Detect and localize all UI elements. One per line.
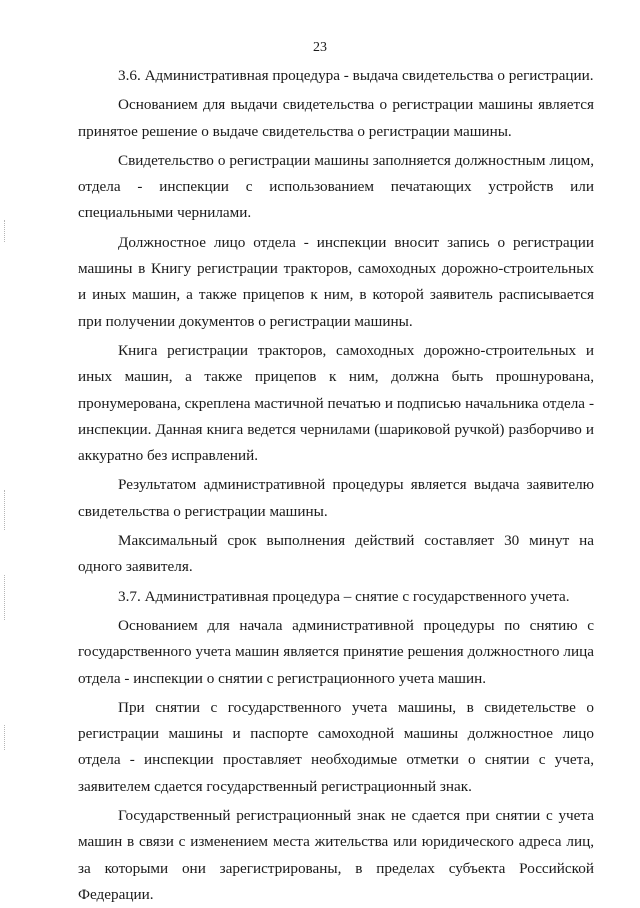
paragraph: Основанием для выдачи свидетельства о регистрации машины является принятое решение о выдаче свидетельства о регистрации машины.: [78, 96, 594, 140]
section-heading-3-6: 3.6. Административная процедура - выдача свидетельства о регистрации.: [118, 67, 594, 84]
section-heading-3-7: 3.7. Административная процедура – снятие с государственного учета.: [118, 587, 570, 605]
paragraph: Государственный регистрационный знак не сдается при снятии с учета машин в связи с изменением места жительства или юридического адреса лиц, за которыми они зарегистрированы, в пределах субъекта Российской Федерации.: [78, 807, 594, 903]
binding-dots-top: [4, 220, 6, 242]
page-number: 23: [313, 40, 327, 55]
paragraph: Основанием для начала административной процедуры по снятию с государственного учета машин является принятие решения должностного лица отдела - инспекции о снятии с регистрационного учета машин.: [78, 616, 594, 687]
paragraph: Результатом административной процедуры является выдача заявителю свидетельства о регистрации машины.: [78, 476, 594, 520]
paragraph: Свидетельство о регистрации машины заполняется должностным лицом, отдела - инспекции с использованием печатающих устройств или специальными чернилами.: [78, 151, 594, 222]
paragraph: Книга регистрации тракторов, самоходных дорожно-строительных и иных машин, а также прицепов к ним, должна быть прошнурована, пронумерована, скреплена мастичной печатью и подписью начальника отдела - инспекции. Данная книга ведется чернилами (шариковой ручкой) разборчиво и аккуратно без исправлений.: [78, 341, 594, 465]
paragraph: Максимальный срок выполнения действий составляет 30 минут на одного заявителя.: [78, 532, 594, 576]
paragraph: Должностное лицо отдела - инспекции вносит запись о регистрации машины в Книгу регистрации тракторов, самоходных дорожно-строительных и иных машин, а также прицепов к ним, в которой заявитель расписывается при получении документов о регистрации машины.: [78, 233, 594, 330]
document-body: [78, 63, 594, 908]
binding-dots-lower: [4, 575, 6, 620]
paragraph: При снятии с государственного учета машины, в свидетельстве о регистрации машины и паспорте самоходной машины должностное лицо отдела - инспекции проставляет необходимые отметки о снятии с учета, заявителем сдается государственный регистрационный знак.: [78, 698, 594, 795]
binding-dots-bottom: [4, 725, 6, 750]
binding-dots-middle: [4, 490, 6, 530]
